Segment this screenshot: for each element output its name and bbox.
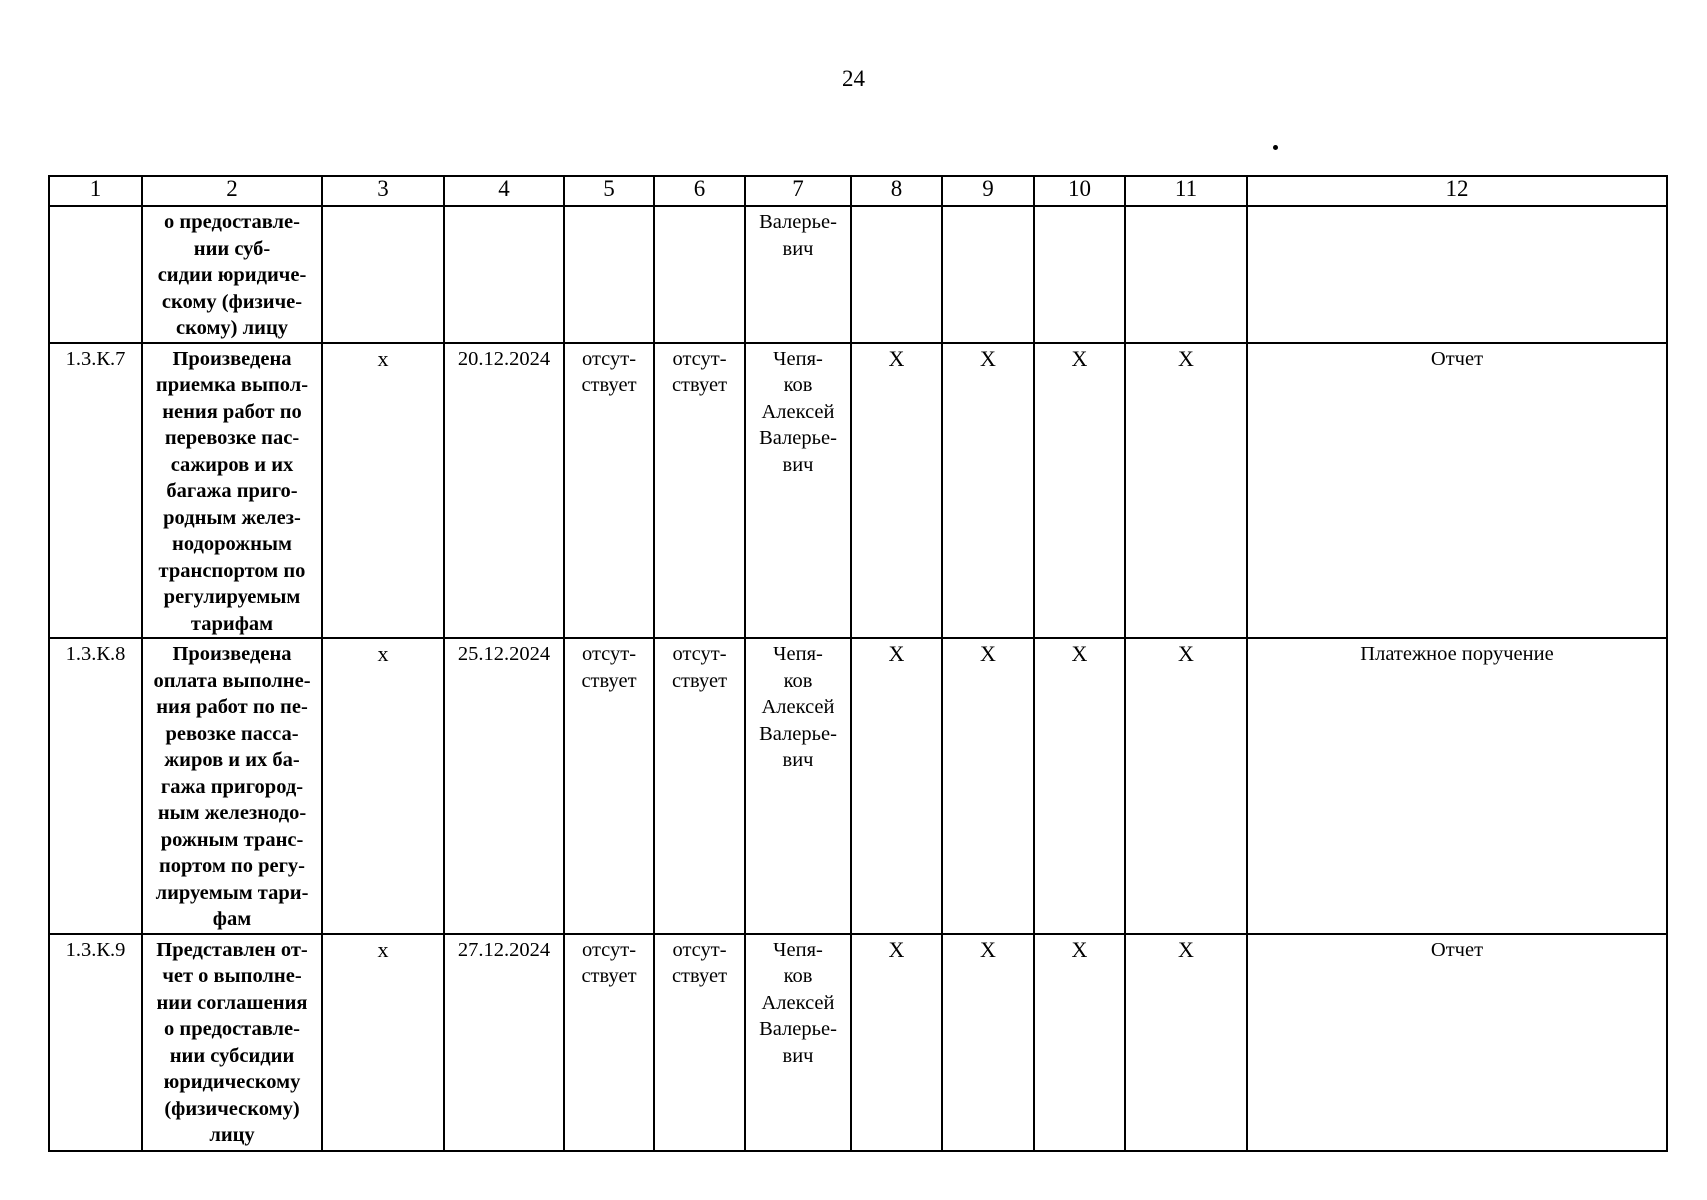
x-mark-cell: Х: [851, 934, 942, 1151]
x-mark-cell: Х: [851, 343, 942, 639]
document-cell: Отчет: [1247, 343, 1667, 639]
plan-table: [48, 175, 1668, 1152]
date-cell: 25.12.2024: [444, 638, 564, 934]
x-mark-cell: Х: [942, 343, 1034, 639]
x-mark-cell: Х: [1125, 343, 1247, 639]
page-number: 24: [842, 66, 865, 91]
header-cell: 3: [322, 176, 444, 206]
row-id-cell: 1.3.К.7: [49, 343, 142, 639]
table-row: [49, 638, 1667, 934]
table-row: [49, 343, 1667, 639]
header-cell: 4: [444, 176, 564, 206]
row-id-cell: 1.3.К.8: [49, 638, 142, 934]
table-row: [49, 206, 1667, 343]
x-mark-cell: Х: [1034, 343, 1125, 639]
date-cell: 27.12.2024: [444, 934, 564, 1151]
header-cell: 2: [142, 176, 322, 206]
mark-cell: х: [322, 638, 444, 934]
responsible-cell: Чепя- ков Алексей Валерье- вич: [745, 638, 851, 934]
description-cell: Произведена оплата выполне- ния работ по пе- ревозке пасса- жиров и их ба- гажа пригород- ным железнодо- рожным транс- портом по регу- лируемым тари- фам: [142, 638, 322, 934]
status-cell: отсут- ствует: [564, 638, 654, 934]
description-cell: Произведена приемка выпол- нения работ по перевозке пас- сажиров и их багажа приго- родным желез- нодорожным транспортом по регулируемым тарифам: [142, 343, 322, 639]
stray-dot: [1273, 145, 1278, 150]
status-cell: [564, 206, 654, 343]
x-mark-cell: Х: [1034, 934, 1125, 1151]
row-id-cell: [49, 206, 142, 343]
x-mark-cell: [1034, 206, 1125, 343]
date-cell: 20.12.2024: [444, 343, 564, 639]
document-cell: Отчет: [1247, 934, 1667, 1151]
header-cell: 6: [654, 176, 745, 206]
mark-cell: х: [322, 343, 444, 639]
x-mark-cell: Х: [1125, 934, 1247, 1151]
x-mark-cell: [1125, 206, 1247, 343]
date-cell: [444, 206, 564, 343]
status-cell: отсут- ствует: [564, 343, 654, 639]
x-mark-cell: [942, 206, 1034, 343]
status-cell: отсут- ствует: [654, 638, 745, 934]
status-cell: отсут- ствует: [654, 934, 745, 1151]
responsible-cell: Чепя- ков Алексей Валерье- вич: [745, 934, 851, 1151]
status-cell: [654, 206, 745, 343]
header-cell: 11: [1125, 176, 1247, 206]
document-cell: [1247, 206, 1667, 343]
row-id-cell: 1.3.К.9: [49, 934, 142, 1151]
header-cell: 7: [745, 176, 851, 206]
mark-cell: [322, 206, 444, 343]
header-cell: 8: [851, 176, 942, 206]
description-cell: Представлен от- чет о выполне- нии соглашения о предоставле- нии субсидии юридическому (физическому) лицу: [142, 934, 322, 1151]
x-mark-cell: [851, 206, 942, 343]
x-mark-cell: Х: [851, 638, 942, 934]
header-cell: 1: [49, 176, 142, 206]
responsible-cell: Чепя- ков Алексей Валерье- вич: [745, 343, 851, 639]
status-cell: отсут- ствует: [564, 934, 654, 1151]
description-cell: о предоставле- нии суб- сидии юридиче- скому (физиче- скому) лицу: [142, 206, 322, 343]
header-cell: 12: [1247, 176, 1667, 206]
responsible-cell: Валерье- вич: [745, 206, 851, 343]
header-cell: 10: [1034, 176, 1125, 206]
x-mark-cell: Х: [942, 934, 1034, 1151]
table-row: [49, 934, 1667, 1151]
status-cell: отсут- ствует: [654, 343, 745, 639]
header-cell: 5: [564, 176, 654, 206]
table-header-row: [49, 176, 1667, 206]
x-mark-cell: Х: [1125, 638, 1247, 934]
x-mark-cell: Х: [1034, 638, 1125, 934]
x-mark-cell: Х: [942, 638, 1034, 934]
header-cell: 9: [942, 176, 1034, 206]
document-cell: Платежное поручение: [1247, 638, 1667, 934]
mark-cell: х: [322, 934, 444, 1151]
